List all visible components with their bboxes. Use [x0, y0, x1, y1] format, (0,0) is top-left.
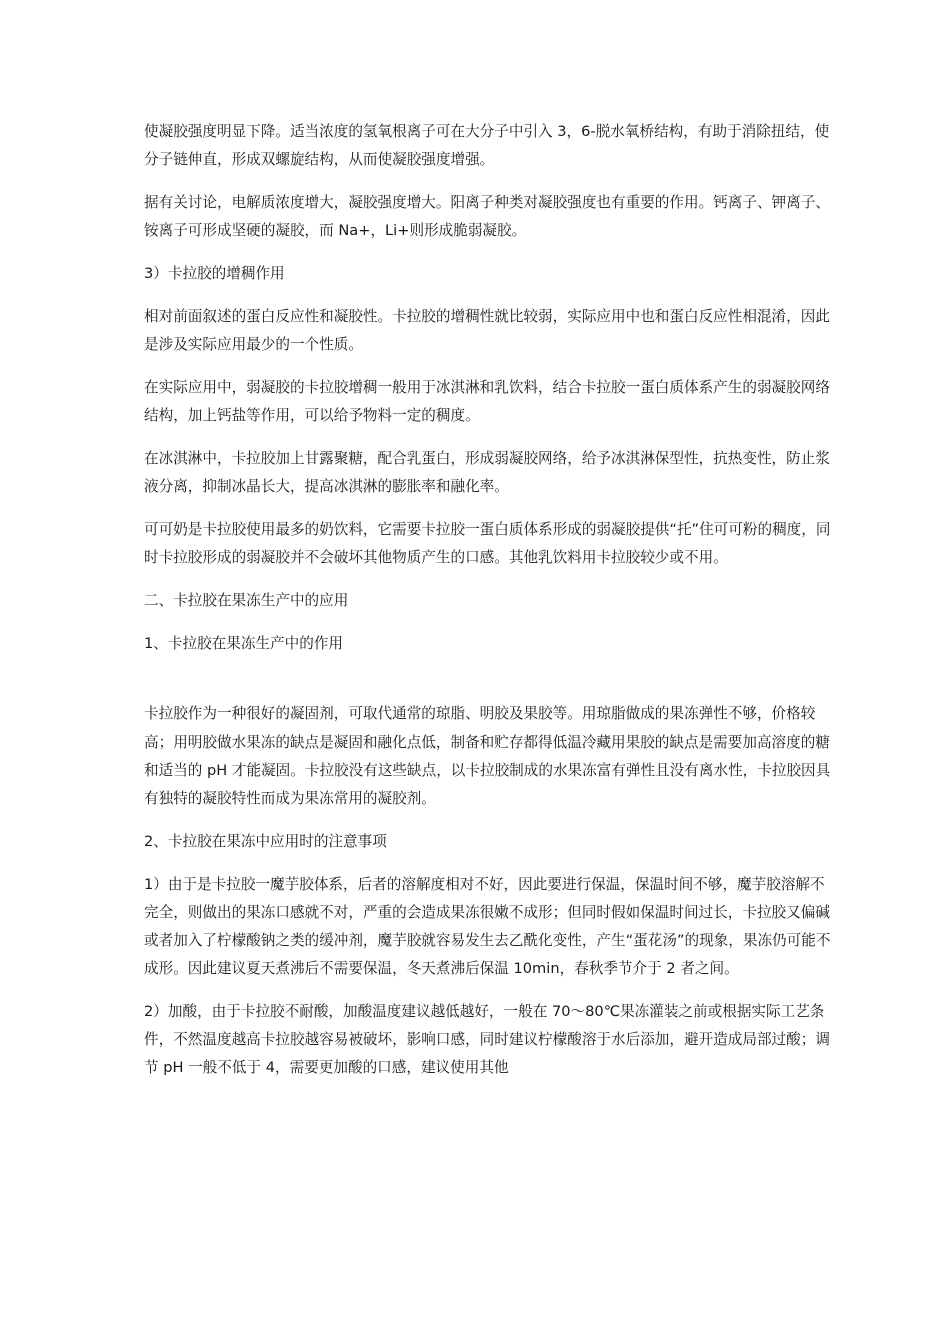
paragraph: 使凝胶强度明显下降。适当浓度的氢氧根离子可在大分子中引入 3，6-脱水氧桥结构，有助于消除扭结，使分子链伸直，形成双螺旋结构，从而使凝胶强度增强。	[144, 123, 830, 169]
section-heading: 2、卡拉胶在果冻中应用时的注意事项	[144, 832, 387, 850]
paragraph: 相对前面叙述的蛋白反应性和凝胶性。卡拉胶的增稠性就比较弱，实际应用中也和蛋白反应性相混淆，因此是涉及实际应用最少的一个性质。	[144, 307, 830, 353]
paragraph: 在实际应用中，弱凝胶的卡拉胶增稠一般用于冰淇淋和乳饮料，结合卡拉胶一蛋白质体系产生的弱凝胶网络结构，加上钙盐等作用，可以给予物料一定的稠度。	[144, 378, 830, 424]
paragraph: 可可奶是卡拉胶使用最多的奶饮料，它需要卡拉胶一蛋白质体系形成的弱凝胶提供“托”住可可粉的稠度，同时卡拉胶形成的弱凝胶并不会破坏其他物质产生的口感。其他乳饮料用卡拉胶较少或不用。	[144, 520, 831, 566]
paragraph: 1）由于是卡拉胶一魔芋胶体系，后者的溶解度相对不好，因此要进行保温，保温时间不够，魔芋胶溶解不完全，则做出的果冻口感就不对，严重的会造成果冻很嫩不成形；但同时假如保温时间过长，卡拉胶又偏碱或者加入了柠檬酸钠之类的缓冲剂，魔芋胶就容易发生去乙酰化变性，产生“蛋花汤”的现象，果冻仍可能不成形。因此建议夏天煮沸后不需要保温，冬天煮沸后保温 10min，春秋季节介于 2 者之间。	[144, 875, 831, 978]
document-body	[144, 118, 832, 1097]
paragraph: 在冰淇淋中，卡拉胶加上甘露聚糖，配合乳蛋白，形成弱凝胶网络，给予冰淇淋保型性，抗热变性，防止浆液分离，抑制冰晶长大，提高冰淇淋的膨胀率和融化率。	[144, 449, 830, 495]
paragraph: 据有关讨论，电解质浓度增大，凝胶强度增大。阳离子种类对凝胶强度也有重要的作用。钙离子、钾离子、铵离子可形成坚硬的凝胶，而 Na+，Li+则形成脆弱凝胶。	[144, 194, 830, 240]
chapter-heading: 二、卡拉胶在果冻生产中的应用	[144, 591, 349, 609]
paragraph: 卡拉胶作为一种很好的凝固剂，可取代通常的琼脂、明胶及果胶等。用琼脂做成的果冻弹性不够，价格较高；用明胶做水果冻的缺点是凝固和融化点低，制备和贮存都得低温冷藏用果胶的缺点是需要加高溶度的糖和适当的 pH 才能凝固。卡拉胶没有这些缺点，以卡拉胶制成的水果冻富有弹性且没有离水性，卡拉胶因具有独特的凝胶特性而成为果冻常用的凝胶剂。	[144, 705, 831, 807]
section-heading: 1、卡拉胶在果冻生产中的作用	[144, 634, 344, 652]
paragraph: 2）加酸，由于卡拉胶不耐酸，加酸温度建议越低越好，一般在 70～80℃果冻灌装之前或根据实际工艺条件，不然温度越高卡拉胶越容易被破坏，影响口感，同时建议柠檬酸溶于水后添加，避开造成局部过酸；调节 pH 一般不低于 4，需要更加酸的口感，建议使用其他	[144, 1003, 830, 1077]
blank-line	[144, 672, 832, 700]
section-heading: 3）卡拉胶的增稠作用	[144, 265, 285, 282]
